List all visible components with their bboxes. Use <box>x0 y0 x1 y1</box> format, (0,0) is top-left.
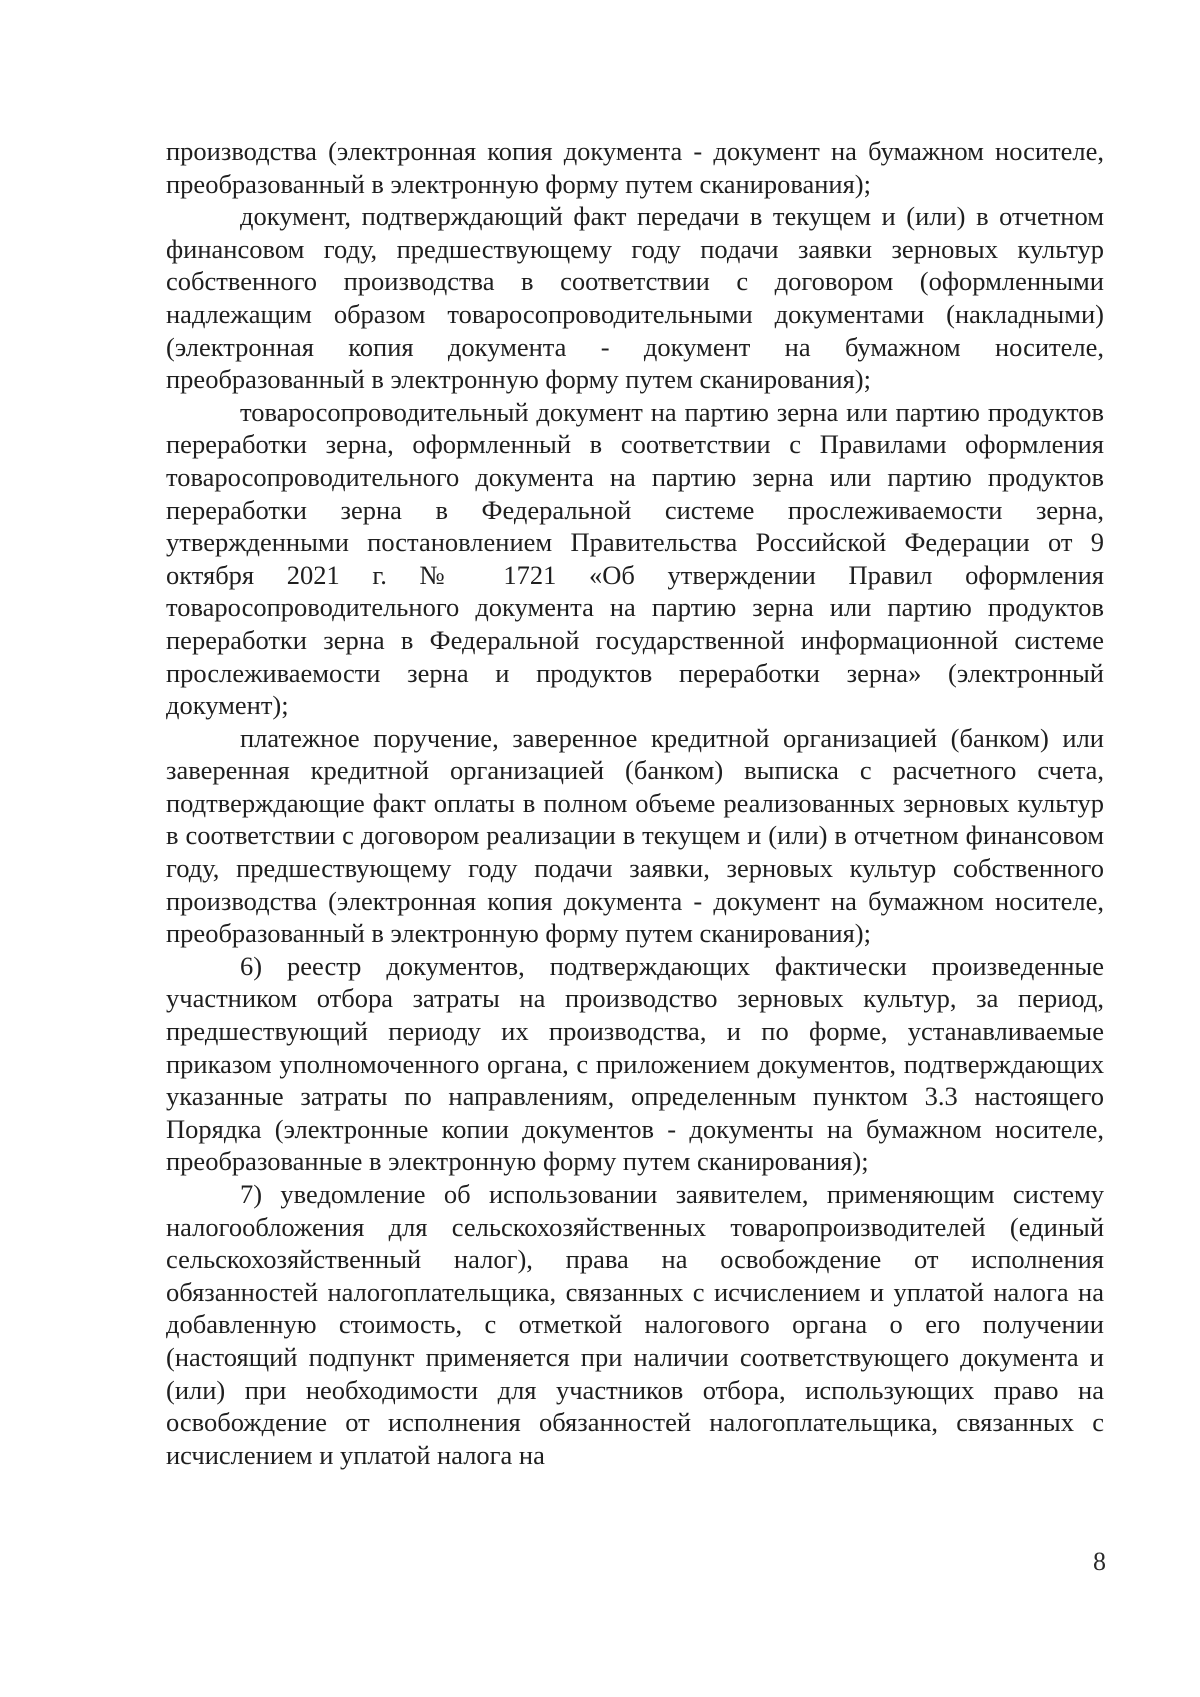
paragraph-shipping-document: товаросопроводительный документ на партию зерна или партию продуктов переработки зерна, оформленный в соответствии с Правилами оформления товаросопроводительного документа на партию зерна или партию продуктов переработки зерна в Федеральной системе прослеживаемости зерна, утвержденными постановлением Правительства Российской Федерации от 9 октября 2021 г. № 1721 «Об утверждении Правил оформления товаросопроводительного документа на партию зерна или партию продуктов переработки зерна в Федеральной государственной информационной системе прослеживаемости зерна и продуктов переработки зерна» (электронный документ); <box>166 396 1104 721</box>
paragraph-payment-order: платежное поручение, заверенное кредитной организацией (банком) или заверенная кредитной организацией (банком) выписка с расчетного счета, подтверждающие факт оплаты в полном объеме реализованных зерновых культур в соответствии с договором реализации в текущем и (или) в отчетном финансовом году, предшествующему году подачи заявки, зерновых культур собственного производства (электронная копия документа - документ на бумажном носителе, преобразованный в электронную форму путем сканирования); <box>166 722 1104 949</box>
paragraph-continuation: производства (электронная копия документа - документ на бумажном носителе, преобразованный в электронную форму путем сканирования); <box>166 136 1104 199</box>
paragraph-transfer-document: документ, подтверждающий факт передачи в текущем и (или) в отчетном финансовом году, предшествующему году подачи заявки зерновых культур собственного производства в соответствии с договором (оформленными надлежащим образом товаросопроводительными документами (накладными) (электронная копия документа - документ на бумажном носителе, преобразованный в электронную форму путем сканирования); <box>166 201 1104 395</box>
paragraph-item-6: 6) реестр документов, подтверждающих фактически произведенные участником отбора затраты на производство зерновых культур, за период, предшествующий периоду их производства, и по форме, устанавливаемые приказом уполномоченного органа, с приложением документов, подтверждающих указанные затраты по направлениям, определенным пунктом 3.3 настоящего Порядка (электронные копии документов - документы на бумажном носителе, преобразованные в электронную форму путем сканирования); <box>166 950 1104 1177</box>
page-number: 8 <box>1093 1547 1106 1576</box>
paragraph-item-7: 7) уведомление об использовании заявителем, применяющим систему налогообложения для сельскохозяйственных товаропроизводителей (единый сельскохозяйственный налог), права на освобождение от исполнения обязанностей налогоплательщика, связанных с исчислением и уплатой налога на добавленную стоимость, с отметкой налогового органа о его получении (настоящий подпункт применяется при наличии соответствующего документа и (или) при необходимости для участников отбора, использующих право на освобождение от исполнения обязанностей налогоплательщика, связанных с исчислением и уплатой налога на <box>166 1179 1104 1470</box>
document-body <box>166 135 1104 1471</box>
